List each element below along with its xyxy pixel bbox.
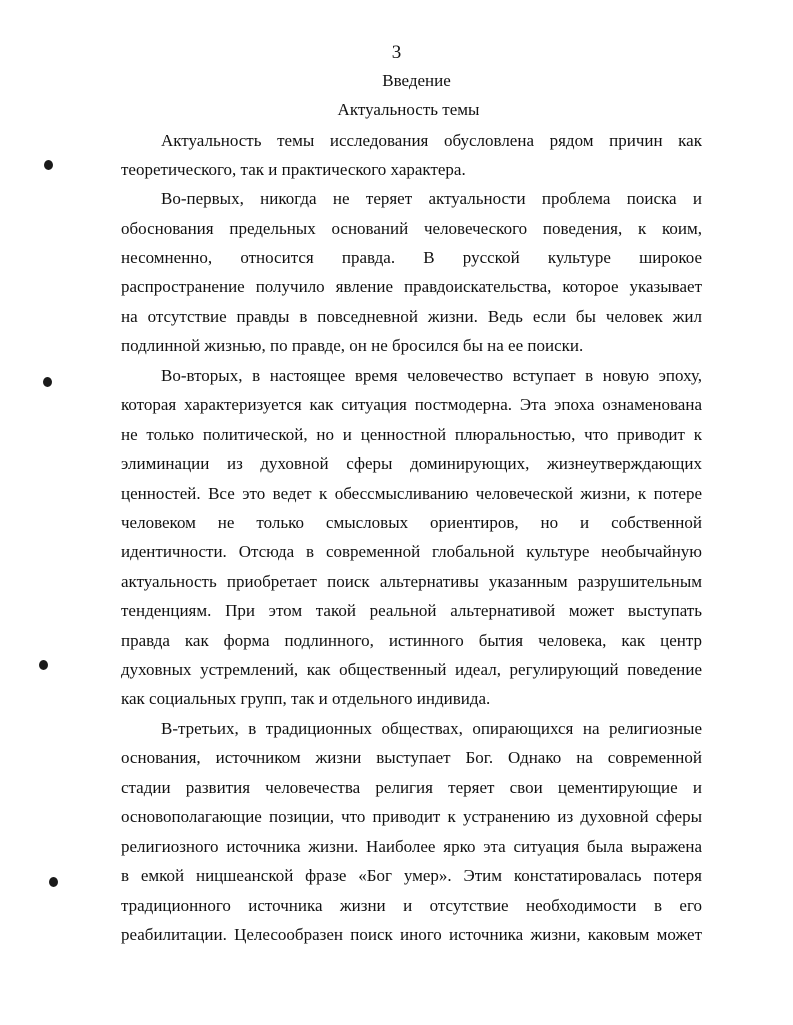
text-line: подлинной жизнью, по правде, он не бросился бы на ее поиски.	[121, 336, 584, 355]
text-line: основополагающие позиции, что приводит к устранению из духовной сферы	[121, 807, 702, 826]
section-heading: Введение	[382, 71, 451, 90]
text-line: ценностей. Все это ведет к обессмысливанию человеческой жизни, к потере	[121, 484, 702, 503]
text-line: человеком не только смысловых ориентиров, но и собственной	[121, 513, 702, 532]
text-line: религиозного источника жизни. Наиболее ярко эта ситуация была выражена	[121, 837, 702, 856]
text-line: несомненно, относится правда. В русской культуре широкое	[121, 248, 702, 267]
binder-hole-mark	[39, 660, 48, 670]
page-number: 3	[391, 42, 402, 63]
binder-hole-mark	[44, 160, 53, 170]
text-line: актуальность приобретает поиск альтернативы указанным разрушительным	[121, 572, 702, 591]
text-line: Актуальность темы исследования обусловлена рядом причин как	[161, 131, 702, 150]
text-line: правда как форма подлинного, истинного бытия человека, как центр	[121, 631, 702, 650]
text-line: традиционного источника жизни и отсутствие необходимости в его	[121, 896, 702, 915]
text-line: в емкой ницшеанской фразе «Бог умер». Этим констатировалась потеря	[121, 866, 702, 885]
text-line: стадии развития человечества религия теряет свои цементирующие и	[121, 778, 702, 797]
text-line: основания, источником жизни выступает Бог. Однако на современной	[121, 748, 702, 767]
text-line: не только политической, но и ценностной плюральностью, что приводит к	[121, 425, 702, 444]
text-line: Во-вторых, в настоящее время человечество вступает в новую эпоху,	[161, 366, 702, 385]
text-line: тенденциям. При этом такой реальной альтернативой может выступать	[121, 601, 702, 620]
text-line: распространение получило явление правдоискательства, которое указывает	[121, 277, 702, 296]
text-line: на отсутствие правды в повседневной жизни. Ведь если бы человек жил	[121, 307, 702, 326]
binder-hole-mark	[49, 877, 58, 887]
text-line: теоретического, так и практического характера.	[121, 160, 466, 179]
text-line: как социальных групп, так и отдельного индивида.	[121, 689, 491, 708]
text-line: Во-первых, никогда не теряет актуальности проблема поиска и	[161, 189, 702, 208]
text-line: обоснования предельных оснований человеческого поведения, к коим,	[121, 219, 702, 238]
section-subheading: Актуальность темы	[337, 100, 480, 119]
text-line: идентичности. Отсюда в современной глобальной культуре необычайную	[121, 542, 702, 561]
binder-hole-mark	[43, 377, 52, 387]
text-line: которая характеризуется как ситуация постмодерна. Эта эпоха ознаменована	[121, 395, 702, 414]
text-line: В-третьих, в традиционных обществах, опирающихся на религиозные	[161, 719, 702, 738]
text-line: элиминации из духовной сферы доминирующих, жизнеутверждающих	[121, 454, 702, 473]
text-line: духовных устремлений, как общественный идеал, регулирующий поведение	[121, 660, 702, 679]
text-line: реабилитации. Целесообразен поиск иного источника жизни, каковым может	[121, 925, 702, 944]
